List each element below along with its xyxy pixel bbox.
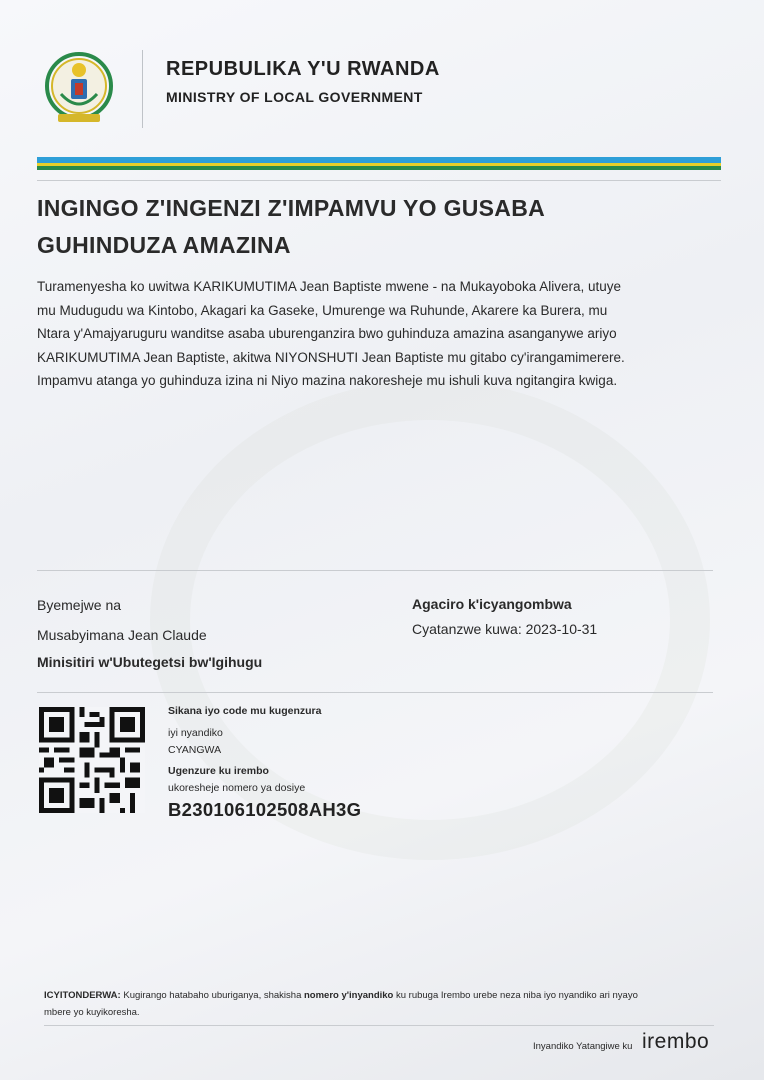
body-line: KARIKUMUTIMA Jean Baptiste, akitwa NIYONSHUTI Jean Baptiste mu gitabo cy'irangamimerere. bbox=[37, 349, 625, 365]
scan-instruction: Sikana iyo code mu kugenzura bbox=[168, 705, 322, 717]
irembo-logo: irembo bbox=[642, 1030, 710, 1053]
body-line: mu Mudugudu wa Kintobo, Akagari ka Gaseke, Umurenge wa Ruhunde, Akarere ka Burera, mu bbox=[37, 302, 608, 318]
coat-of-arms-icon bbox=[44, 50, 114, 126]
section-divider bbox=[37, 692, 713, 693]
warning-note bbox=[44, 987, 714, 1021]
verify-instruction-cont: ukoresheje nomero ya dosiye bbox=[168, 782, 306, 794]
header-rule bbox=[37, 180, 721, 181]
reference-number[interactable]: B230106102508AH3G bbox=[168, 799, 362, 820]
approver-title: Minisitiri w'Ubutegetsi bw'Igihugu bbox=[37, 654, 263, 670]
body-line: Ntara y'Amajyaruguru wanditse asaba uburenganzira bwo guhinduza amazina asanganywe ariyo bbox=[37, 326, 617, 342]
qr-code-icon[interactable] bbox=[39, 707, 145, 813]
title-line: GUHINDUZA AMAZINA bbox=[37, 232, 291, 258]
verify-instruction: Ugenzure ku irembo bbox=[168, 765, 269, 777]
body-line: Turamenyesha ko uwitwa KARIKUMUTIMA Jean Baptiste mwene - na Mukayoboka Alivera, utuye bbox=[37, 279, 622, 294]
flag-stripe bbox=[37, 157, 721, 170]
note-text: mbere yo kuyikoresha. bbox=[44, 1007, 140, 1018]
note-text: Kugirango hatabaho uburiganya, shakisha bbox=[120, 990, 304, 1001]
fee-label: Agaciro k'icyangombwa bbox=[412, 596, 572, 612]
issue-date: Cyatanzwe kuwa: 2023-10-31 bbox=[412, 621, 598, 637]
section-divider bbox=[37, 570, 713, 571]
document-title bbox=[37, 190, 721, 264]
note-text-emphasis: nomero y'inyandiko bbox=[304, 990, 394, 1001]
ministry-name: MINISTRY OF LOCAL GOVERNMENT bbox=[166, 89, 423, 105]
body-paragraph bbox=[37, 275, 727, 393]
header-divider bbox=[142, 50, 143, 128]
issued-via-label: Inyandiko Yatangiwe ku bbox=[533, 1041, 633, 1052]
note-label: ICYITONDERWA: bbox=[44, 990, 121, 1001]
approver-name: Musabyimana Jean Claude bbox=[37, 627, 207, 643]
or-text: CYANGWA bbox=[168, 744, 222, 756]
title-line: INGINGO Z'INGENZI Z'IMPAMVU YO GUSABA bbox=[37, 195, 546, 221]
body-line: Impamvu atanga yo guhinduza izina ni Niyo mazina nakoresheje mu ishuli kuva ngitangira kwiga. bbox=[37, 373, 618, 389]
footer-divider bbox=[44, 1025, 714, 1026]
country-name: REPUBULIKA Y'U RWANDA bbox=[166, 58, 440, 80]
note-text: ku rubuga Irembo urebe neza niba iyo nyandiko ari nyayo bbox=[393, 990, 638, 1001]
approved-by-label: Byemejwe na bbox=[37, 597, 122, 613]
scan-instruction-cont: iyi nyandiko bbox=[168, 727, 223, 739]
